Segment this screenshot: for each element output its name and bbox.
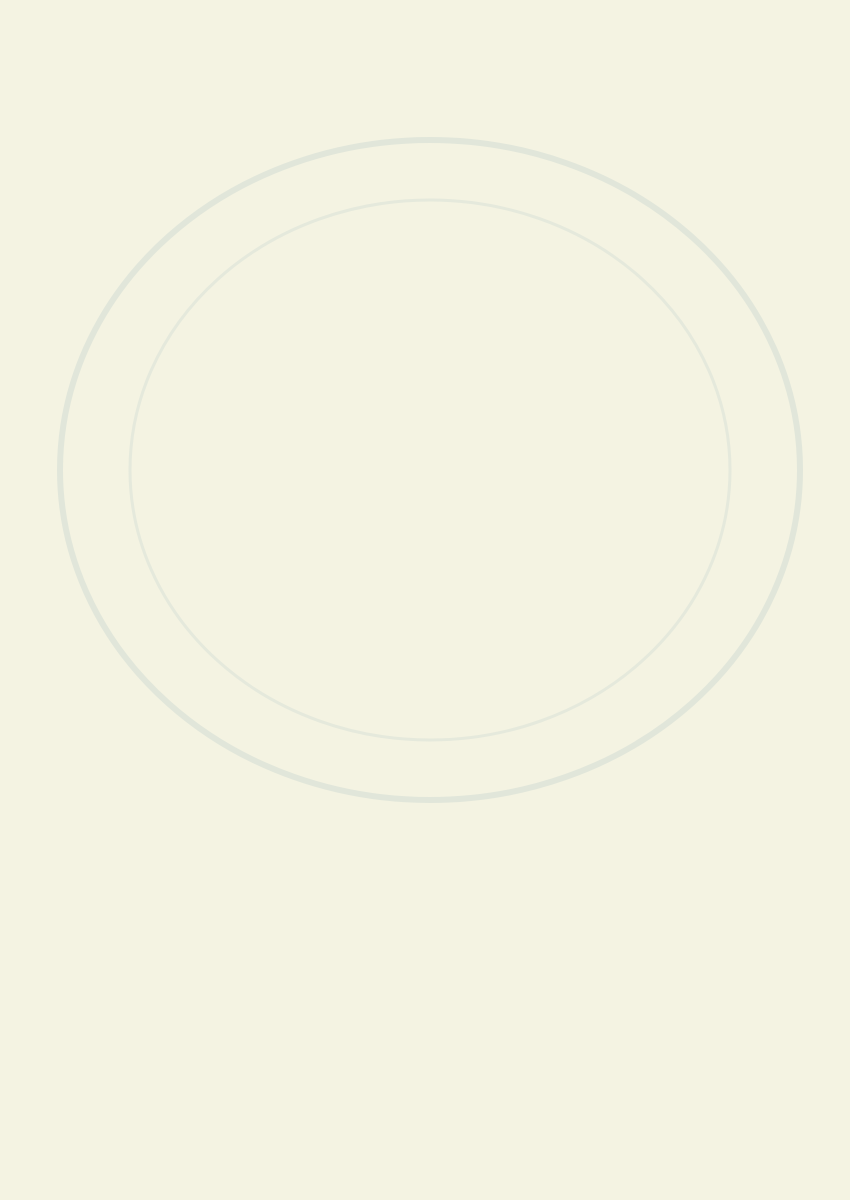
watermark-stamp [40,70,810,1150]
